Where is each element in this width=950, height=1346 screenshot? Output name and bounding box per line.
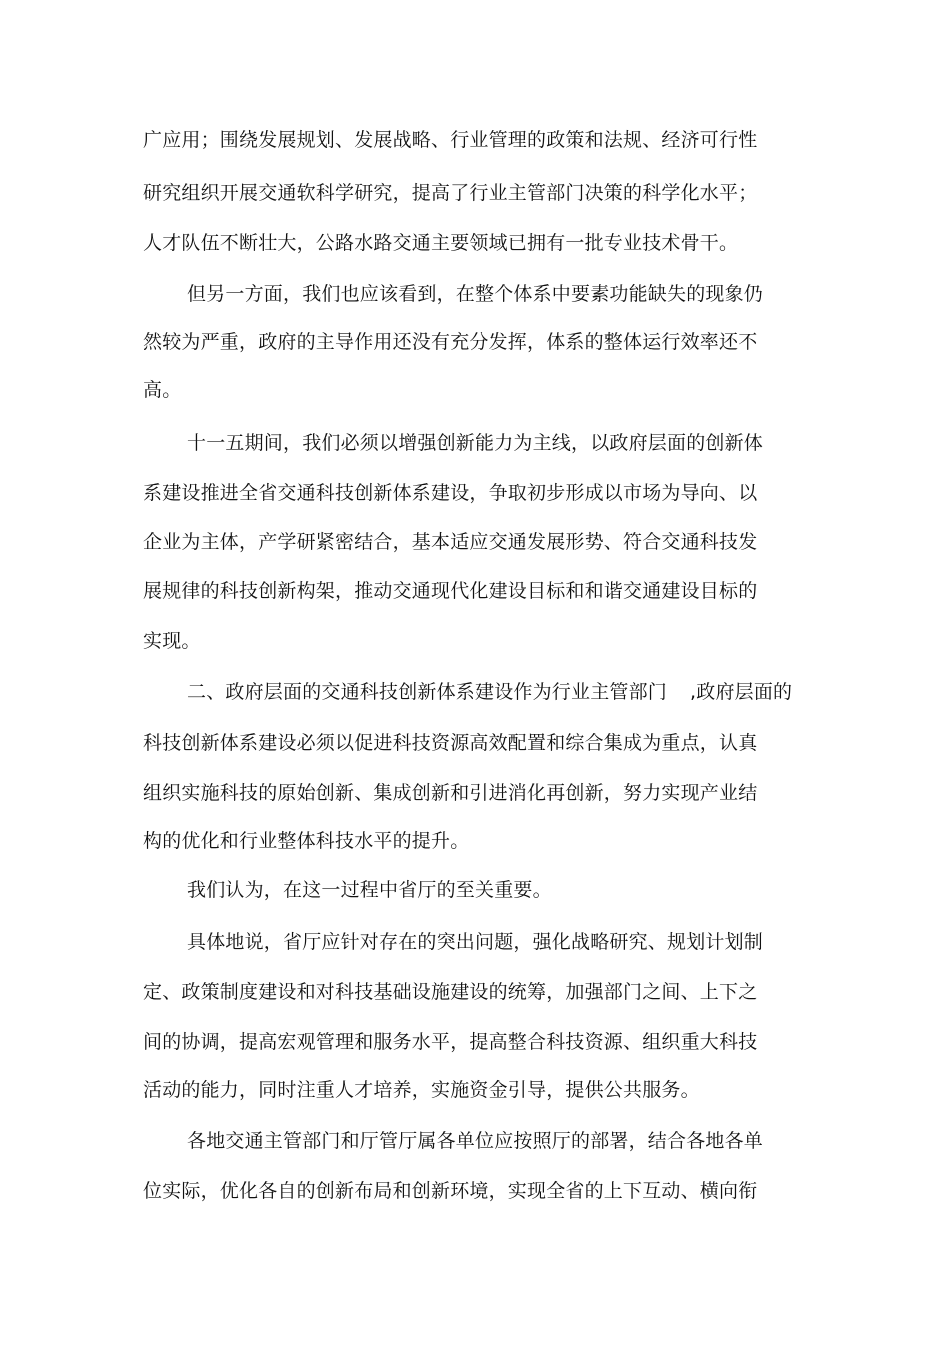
paragraph-start-line: 十一五期间，我们必须以增强创新能力为主线，以政府层面的创新体 (187, 432, 764, 454)
text-line: 系建设推进全省交通科技创新体系建设，争取初步形成以市场为导向、以 (143, 482, 758, 504)
text-line: 间的协调，提高宏观管理和服务水平，提高整合科技资源、组织重大科技 (143, 1031, 758, 1053)
paragraph-start-line: 但另一方面，我们也应该看到，在整个体系中要素功能缺失的现象仍 (187, 283, 764, 305)
paragraph-start-line: 我们认为，在这一过程中省厅的至关重要。 (187, 879, 552, 901)
text-line: 企业为主体，产学研紧密结合，基本适应交通发展形势、符合交通科技发 (143, 531, 758, 553)
paragraph-start-line: 具体地说，省厅应针对存在的突出问题，强化战略研究、规划计划制 (187, 931, 764, 953)
text-line: 科技创新体系建设必须以促进科技资源高效配置和综合集成为重点，认真 (143, 732, 758, 754)
section-heading-continuation: ,政府层面的 (690, 681, 793, 703)
text-line: 广应用；围绕发展规划、发展战略、行业管理的政策和法规、经济可行性 (143, 129, 758, 151)
text-line: 构的优化和行业整体科技水平的提升。 (143, 830, 470, 852)
text-line: 高。 (143, 379, 182, 401)
text-line: 实现。 (143, 630, 201, 652)
text-line: 位实际，优化各自的创新布局和创新环境，实现全省的上下互动、横向衔 (143, 1180, 758, 1202)
text-line: 然较为严重，政府的主导作用还没有充分发挥，体系的整体运行效率还不 (143, 331, 758, 353)
text-line: 定、政策制度建设和对科技基础设施建设的统筹，加强部门之间、上下之 (143, 981, 758, 1003)
text-line: 研究组织开展交通软科学研究，提高了行业主管部门决策的科学化水平； (143, 182, 758, 204)
section-heading-line: 二、政府层面的交通科技创新体系建设作为行业主管部门 (187, 681, 668, 703)
text-line: 组织实施科技的原始创新、集成创新和引进消化再创新，努力实现产业结 (143, 782, 758, 804)
text-line: 人才队伍不断壮大，公路水路交通主要领域已拥有一批专业技术骨干。 (143, 232, 739, 254)
paragraph-start-line: 各地交通主管部门和厅管厅属各单位应按照厅的部署，结合各地各单 (187, 1130, 764, 1152)
text-line: 展规律的科技创新构架，推动交通现代化建设目标和和谐交通建设目标的 (143, 580, 758, 602)
text-line: 活动的能力，同时注重人才培养，实施资金引导，提供公共服务。 (143, 1079, 700, 1101)
